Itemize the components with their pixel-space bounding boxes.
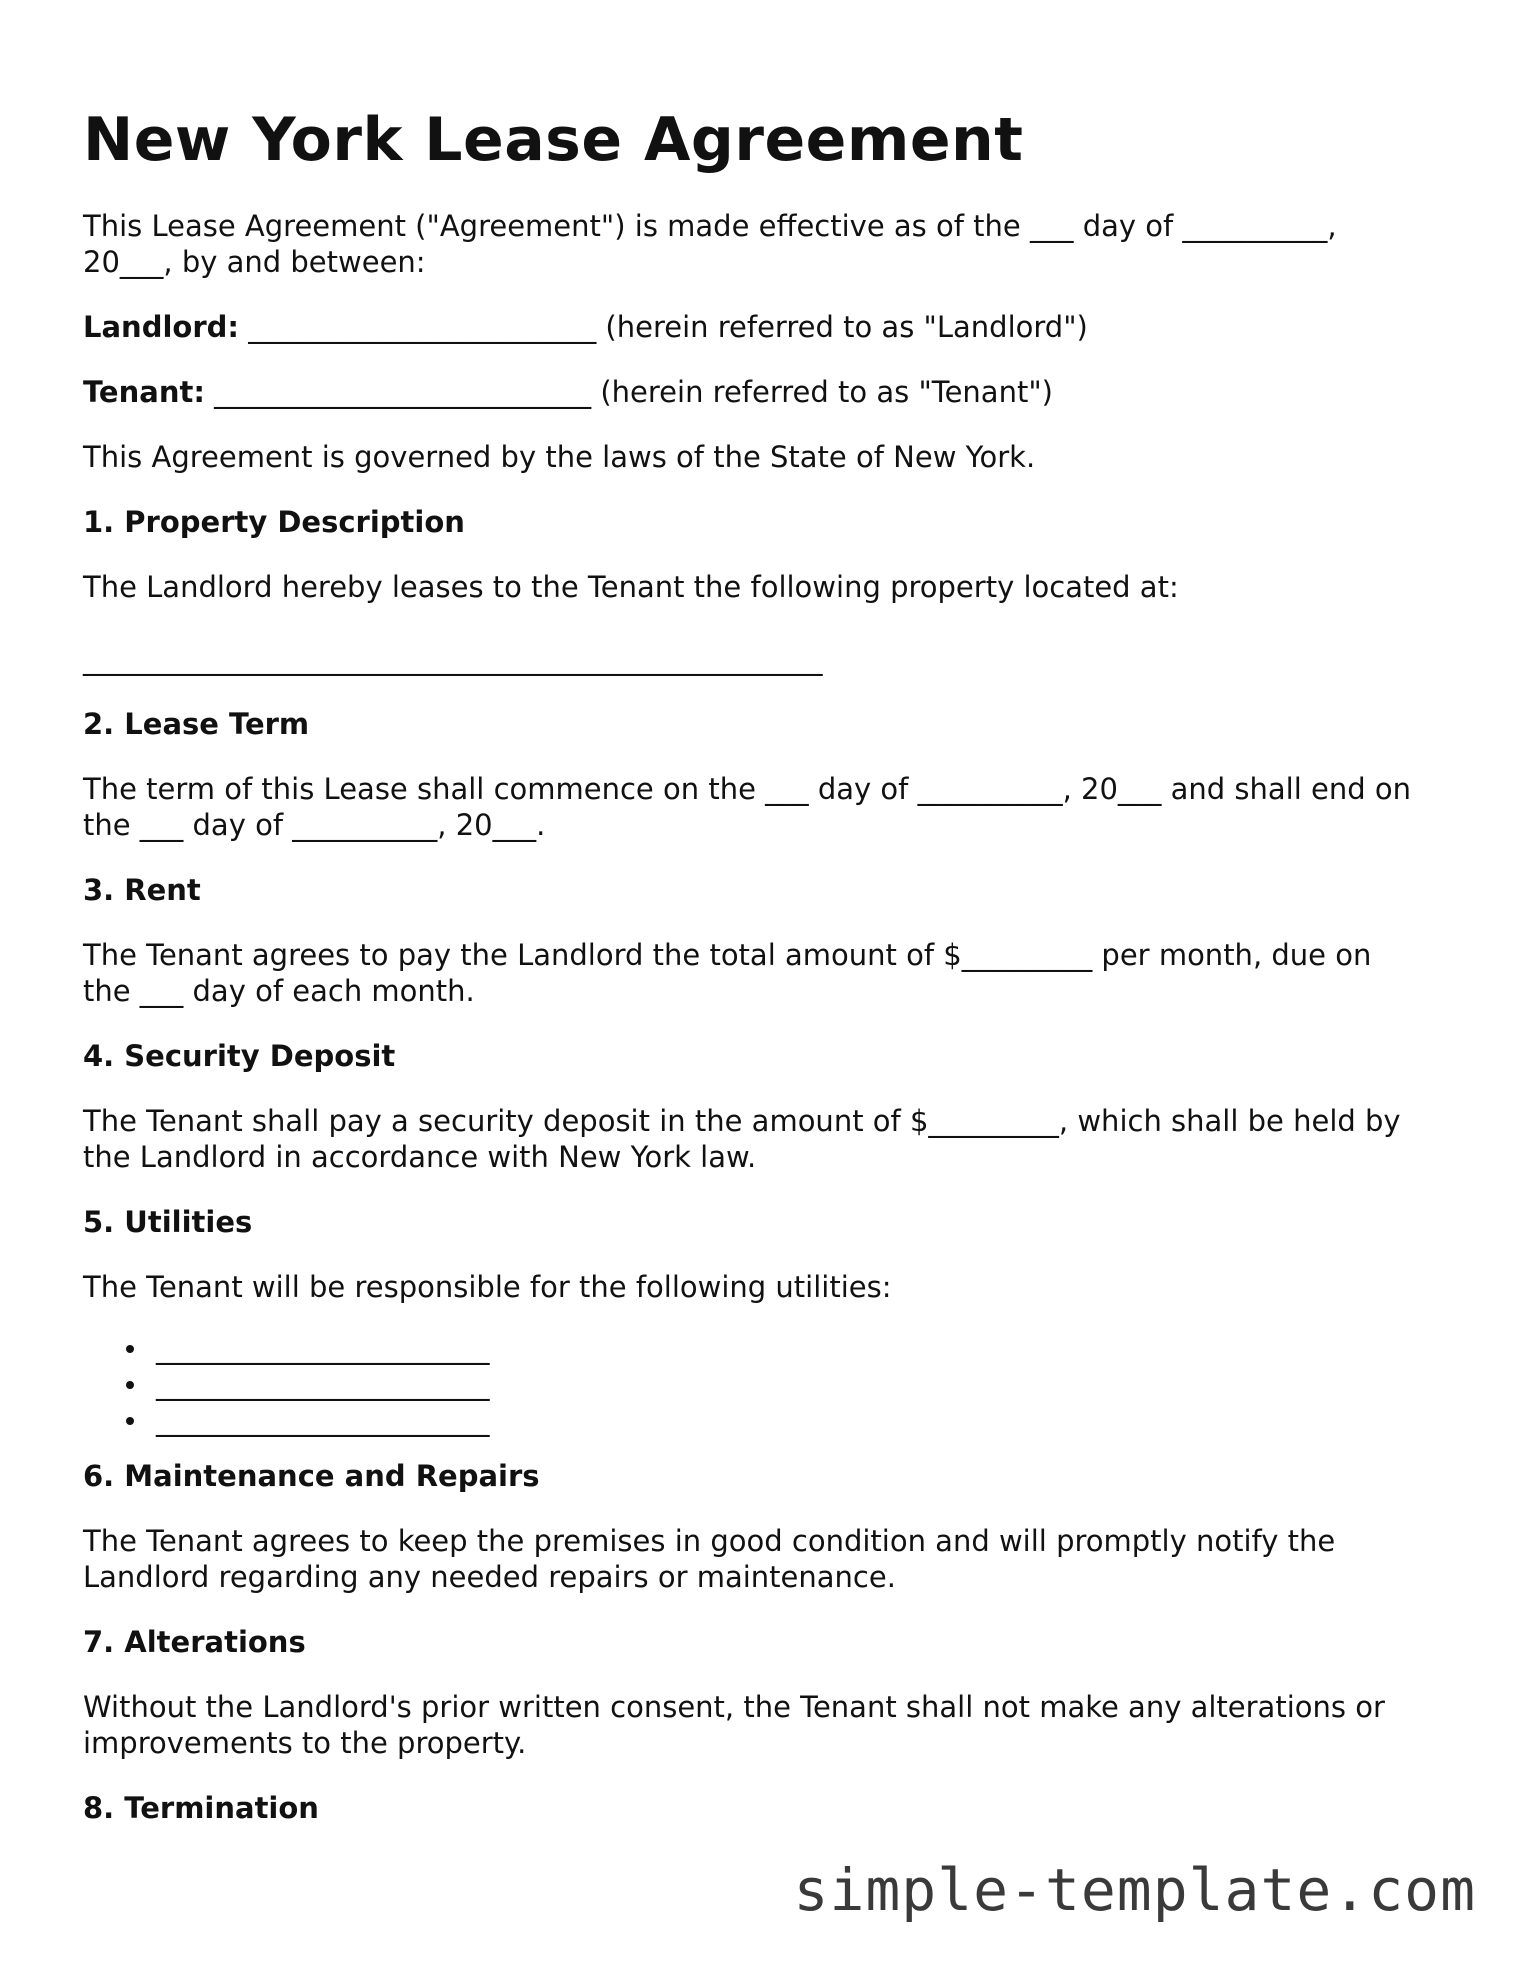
section-heading-rent: 3. Rent xyxy=(83,873,201,907)
list-item: _______________________ xyxy=(156,1402,1423,1438)
utilities-list xyxy=(83,1330,1423,1438)
property-paragraph: The Landlord hereby leases to the Tenant the following property located at: xyxy=(83,570,1179,604)
security-deposit-paragraph: The Tenant shall pay a security deposit in the amount of $_________, which shall be held by the Landlord in accordance with New York law. xyxy=(83,1104,1410,1174)
tenant-label: Tenant: xyxy=(83,375,205,409)
section-heading-alterations: 7. Alterations xyxy=(83,1625,306,1659)
tenant-text: __________________________ (herein referred to as "Tenant") xyxy=(204,375,1053,409)
landlord-label: Landlord: xyxy=(83,310,239,344)
alterations-paragraph: Without the Landlord's prior written consent, the Tenant shall not make any alterations or improvements to the property. xyxy=(83,1690,1395,1760)
utilities-paragraph: The Tenant will be responsible for the following utilities: xyxy=(83,1270,892,1304)
list-item: _______________________ xyxy=(156,1330,1423,1366)
section-heading-termination: 8. Termination xyxy=(83,1791,319,1825)
section-heading-utilities: 5. Utilities xyxy=(83,1205,253,1239)
lease-term-paragraph: The term of this Lease shall commence on the ___ day of __________, 20___ and shall end on the ___ day of __________, 20___. xyxy=(83,772,1421,842)
document-page xyxy=(83,100,1423,1855)
section-heading-property: 1. Property Description xyxy=(83,505,465,539)
section-heading-security-deposit: 4. Security Deposit xyxy=(83,1039,396,1073)
document-title: New York Lease Agreement xyxy=(83,105,1024,175)
intro-paragraph: This Lease Agreement ("Agreement") is made effective as of the ___ day of __________, 20___, by and between: xyxy=(83,209,1346,279)
governing-law-paragraph: This Agreement is governed by the laws of the State of New York. xyxy=(83,440,1036,474)
section-heading-lease-term: 2. Lease Term xyxy=(83,707,310,741)
maintenance-paragraph: The Tenant agrees to keep the premises in good condition and will promptly notify the Landlord regarding any needed repairs or maintenance. xyxy=(83,1524,1345,1594)
rent-paragraph: The Tenant agrees to pay the Landlord the total amount of $_________ per month, due on the ___ day of each month. xyxy=(83,938,1381,1008)
landlord-text: ________________________ (herein referred to as "Landlord") xyxy=(238,310,1088,344)
landlord-line xyxy=(83,309,1423,345)
property-address-blank: ___________________________________________________ xyxy=(83,642,823,676)
section-heading-maintenance: 6. Maintenance and Repairs xyxy=(83,1459,540,1493)
list-item: _______________________ xyxy=(156,1366,1423,1402)
tenant-line xyxy=(83,374,1423,410)
site-watermark: simple-template.com xyxy=(793,1856,1476,1924)
